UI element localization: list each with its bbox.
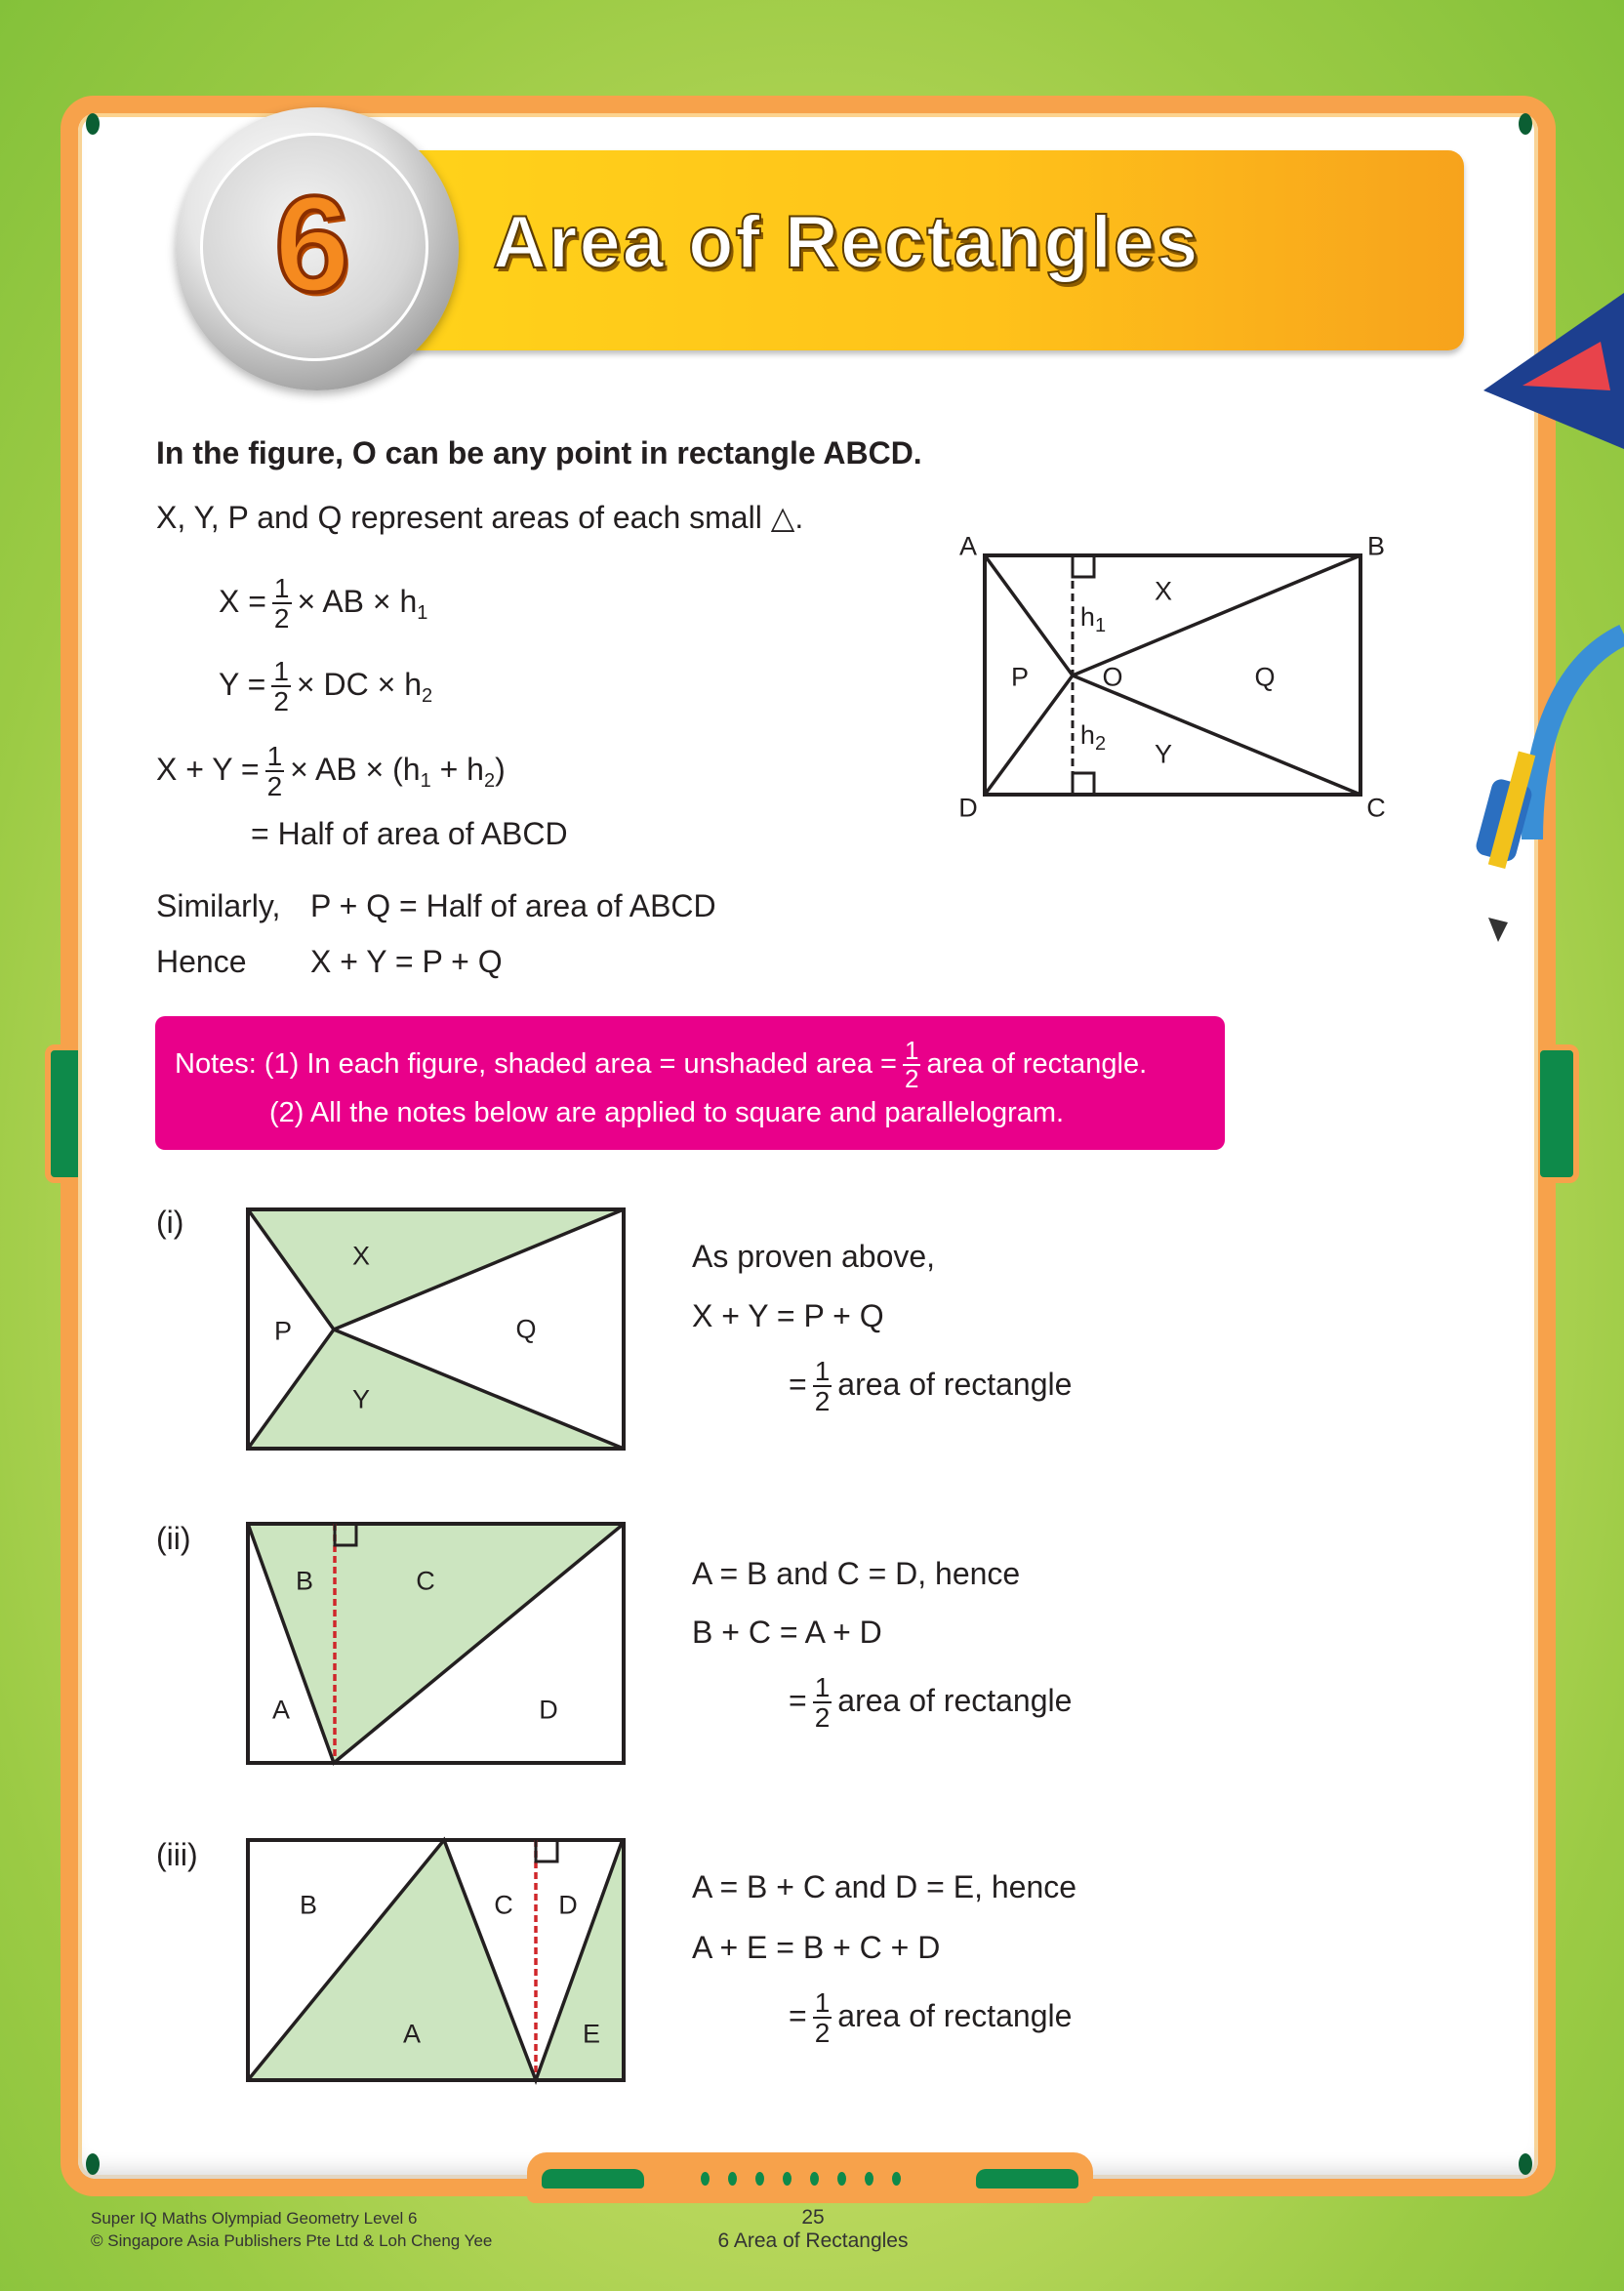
numerator: 1 <box>814 1356 831 1386</box>
equals: = <box>789 1997 807 2033</box>
subscript: 1 <box>417 602 428 625</box>
point-o: O <box>1102 662 1123 692</box>
figure-ii-line2: B + C = A + D <box>692 1615 882 1650</box>
figure-iii-label: (iii) <box>156 1837 198 1872</box>
chapter-number: 6 <box>274 167 350 320</box>
denominator: 2 <box>905 1064 919 1094</box>
line3-text: area of rectangle <box>837 1682 1073 1718</box>
numerator: 1 <box>905 1036 919 1065</box>
fraction <box>813 1673 832 1733</box>
figure-ii-line1: A = B and C = D, hence <box>692 1556 1021 1591</box>
hence-text: X + Y = P + Q <box>310 944 503 979</box>
equals: = <box>789 1682 807 1718</box>
shaded-x <box>248 1209 624 1330</box>
subscript: 1 <box>1094 615 1107 637</box>
numerator: 1 <box>814 1672 831 1702</box>
region-d: D <box>539 1695 558 1725</box>
numerator: 1 <box>266 741 283 771</box>
eq-lhs: X = <box>219 583 266 619</box>
note-1-text-end: area of rectangle. <box>926 1047 1148 1080</box>
figure-iii <box>248 1840 624 2080</box>
eq-rhs: × AB × h <box>297 583 418 619</box>
eq-rhs: ) <box>495 751 506 787</box>
denominator: 2 <box>814 2018 831 2049</box>
subscript: 2 <box>421 685 433 708</box>
figure-iii-line1: A = B + C and D = E, hence <box>692 1869 1077 1904</box>
region-y: Y <box>351 1384 371 1414</box>
region-y: Y <box>1154 739 1173 769</box>
h-letter: h <box>1079 719 1095 750</box>
figure-i-label: (i) <box>156 1205 184 1240</box>
right-angle-mark <box>536 1840 557 1861</box>
vertex-d: D <box>958 793 978 823</box>
vertex-c: C <box>1366 793 1386 823</box>
denominator: 2 <box>273 686 289 717</box>
denominator: 2 <box>266 771 283 802</box>
footer-copyright: © Singapore Asia Publishers Pte Ltd & Loh Cheng Yee <box>91 2231 493 2250</box>
figure-iii-line2: A + E = B + C + D <box>692 1930 941 1965</box>
note-1-text: Notes: (1) In each figure, shaded area = unshaded area = <box>175 1047 897 1080</box>
eq-rhs: + h <box>430 751 484 787</box>
region-b: B <box>295 1566 314 1596</box>
denominator: 2 <box>814 1386 831 1417</box>
region-p: P <box>1010 662 1030 692</box>
page-title: Area of Rectangles <box>493 201 1200 284</box>
denominator: 2 <box>814 1702 831 1734</box>
figure-ii-line3 <box>789 1673 1072 1733</box>
eq-lhs: X + Y = <box>156 751 260 787</box>
shaded-a <box>248 1840 536 2080</box>
figure-iii-line3 <box>789 1988 1072 2048</box>
equation-half-area: = Half of area of ABCD <box>251 816 568 851</box>
figure-i <box>248 1209 624 1449</box>
figure-ii-label: (ii) <box>156 1521 191 1556</box>
shaded-y <box>248 1330 624 1449</box>
figure-i-line3 <box>789 1357 1072 1416</box>
shaded-triangle <box>248 1524 624 1763</box>
region-a: A <box>271 1695 291 1725</box>
eq-rhs: × AB × (h <box>290 751 421 787</box>
region-b: B <box>299 1890 318 1920</box>
vertex-b: B <box>1366 531 1386 561</box>
line3-text: area of rectangle <box>837 1997 1073 2033</box>
region-p: P <box>273 1316 293 1346</box>
region-x: X <box>1154 576 1173 606</box>
hence-label: Hence <box>156 944 247 979</box>
numerator: 1 <box>273 656 289 686</box>
region-q: Q <box>515 1314 537 1344</box>
subscript: 2 <box>483 770 496 793</box>
note-2: (2) All the notes below are applied to square and parallelogram. <box>269 1097 1065 1128</box>
intro-line: X, Y, P and Q represent areas of each small △. <box>156 500 804 535</box>
equals: = <box>789 1366 807 1402</box>
figure-i-line1: As proven above, <box>692 1239 936 1274</box>
line3-text: area of rectangle <box>837 1366 1073 1402</box>
footer-book: Super IQ Maths Olympiad Geometry Level 6 <box>91 2209 418 2228</box>
numerator: 1 <box>814 1987 831 2018</box>
footer-chapter: 6 Area of Rectangles <box>717 2230 909 2252</box>
eq-rhs: × DC × h <box>296 666 422 702</box>
page-number: 25 <box>801 2206 825 2229</box>
region-a: A <box>402 2019 422 2049</box>
vertex-a: A <box>958 531 978 561</box>
subscript: 1 <box>420 770 431 793</box>
eq-lhs: Y = <box>219 666 266 702</box>
h-letter: h <box>1079 601 1095 632</box>
denominator: 2 <box>273 603 290 634</box>
region-c: C <box>416 1566 435 1596</box>
figure-i-line2: X + Y = P + Q <box>692 1298 884 1333</box>
region-c: C <box>494 1890 513 1920</box>
similarly-label: Similarly, <box>156 888 281 923</box>
numerator: 1 <box>273 573 290 603</box>
region-e: E <box>582 2019 601 2049</box>
subscript: 2 <box>1094 733 1107 756</box>
region-d: D <box>558 1890 578 1920</box>
fraction <box>813 1357 832 1416</box>
fraction <box>813 1988 832 2048</box>
region-x: X <box>351 1241 371 1271</box>
figure-ii <box>248 1524 624 1763</box>
similarly-text: P + Q = Half of area of ABCD <box>310 888 716 923</box>
region-q: Q <box>1254 662 1276 692</box>
intro-bold-line: In the figure, O can be any point in rectangle ABCD. <box>156 435 922 470</box>
